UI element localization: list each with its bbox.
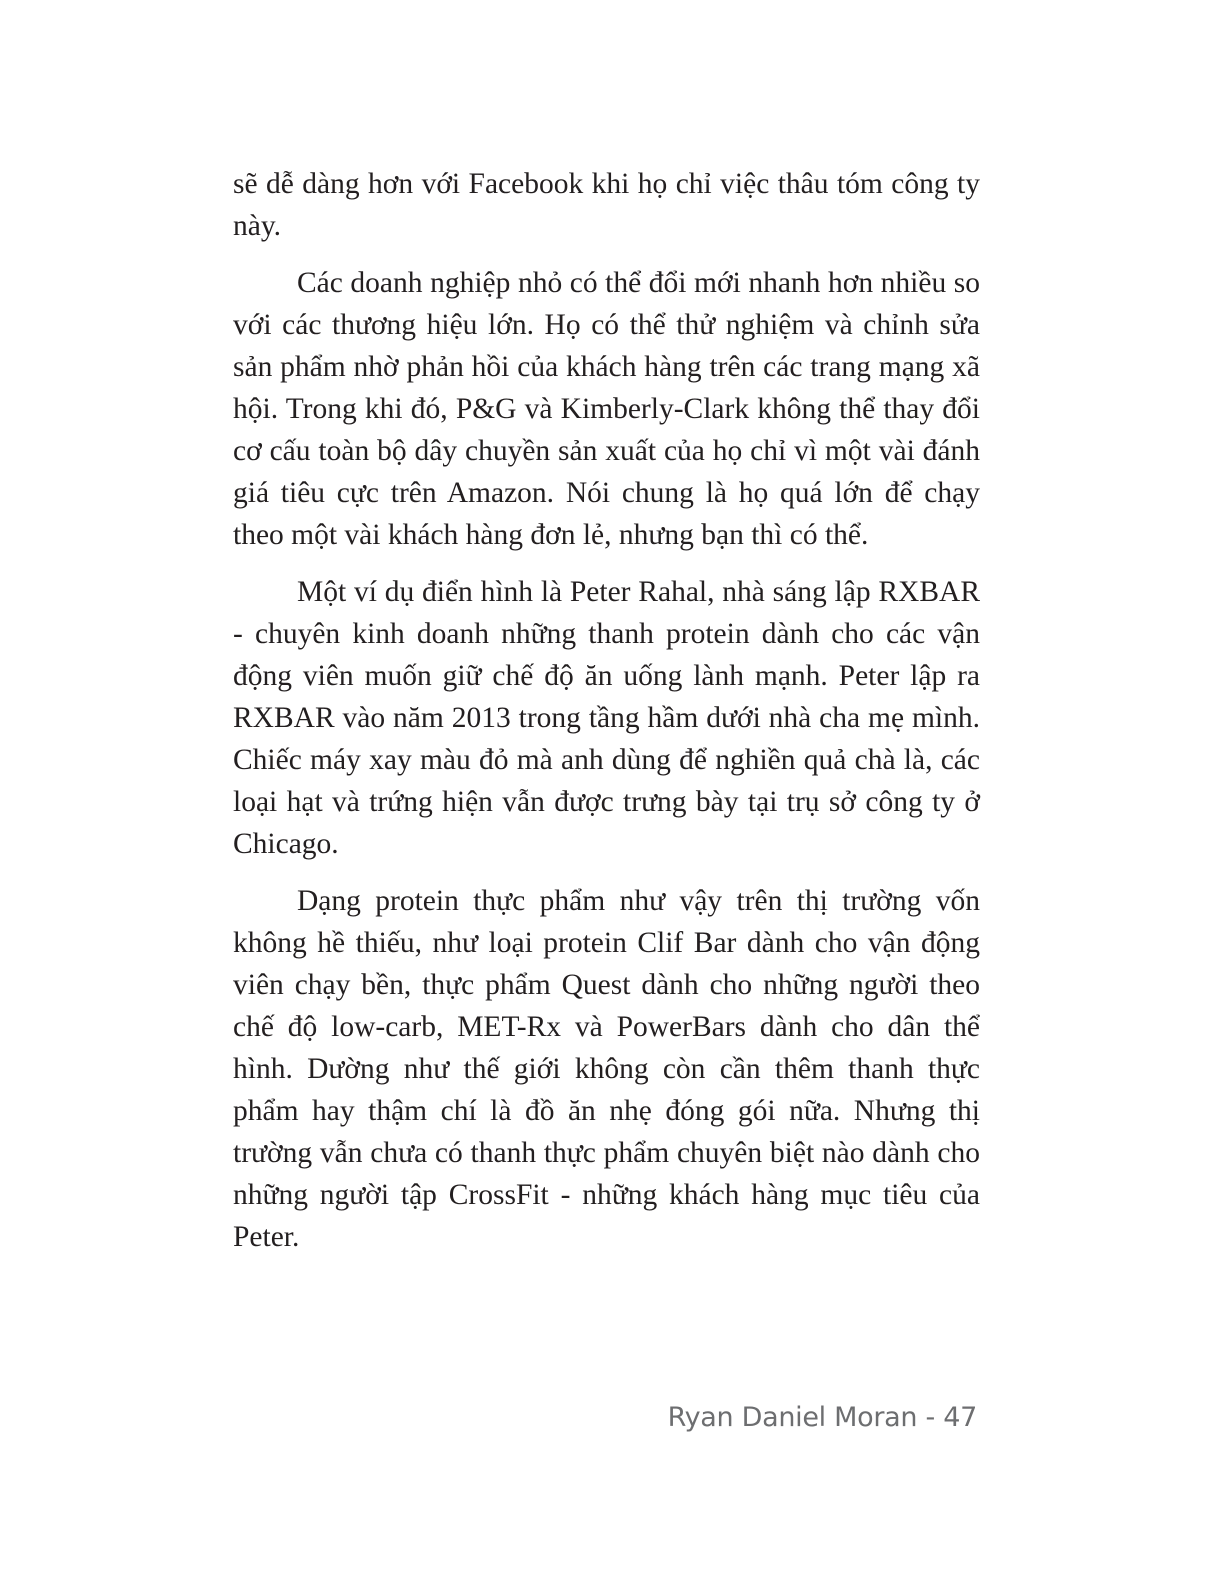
paragraph-2: Các doanh nghiệp nhỏ có thể đổi mới nhanh hơn nhiều so với các thương hiệu lớn. Họ có thể thử nghiệm và chỉnh sửa sản phẩm nhờ phản hồi của khách hàng trên các trang mạng xã hội. Trong khi đó, P&G và Kimberly-Clark không thể thay đổi cơ cấu toàn bộ dây chuyền sản xuất của họ chỉ vì một vài đánh giá tiêu cực trên Amazon. Nói chung là họ quá lớn để chạy theo một vài khách hàng đơn lẻ, nhưng bạn thì có thể. bbox=[233, 267, 980, 551]
paragraph-3: Một ví dụ điển hình là Peter Rahal, nhà sáng lập RXBAR - chuyên kinh doanh những thanh protein dành cho các vận động viên muốn giữ chế độ ăn uống lành mạnh. Peter lập ra RXBAR vào năm 2013 trong tầng hầm dưới nhà cha mẹ mình. Chiếc máy xay màu đỏ mà anh dùng để nghiền quả chà là, các loại hạt và trứng hiện vẫn được trưng bày tại trụ sở công ty ở Chicago. bbox=[233, 576, 980, 860]
paragraph-4: Dạng protein thực phẩm như vậy trên thị trường vốn không hề thiếu, như loại protein Clif Bar dành cho vận động viên chạy bền, thực phẩm Quest dành cho những người theo chế độ low-carb, MET-Rx và PowerBars dành cho dân thể hình. Dường như thế giới không còn cần thêm thanh thực phẩm hay thậm chí là đồ ăn nhẹ đóng gói nữa. Nhưng thị trường vẫn chưa có thanh thực phẩm chuyên biệt nào dành cho những người tập CrossFit - những khách hàng mục tiêu của Peter. bbox=[233, 885, 980, 1253]
running-footer bbox=[600, 1402, 977, 1433]
paragraph-1: sẽ dễ dàng hơn với Facebook khi họ chỉ việc thâu tóm công ty này. bbox=[233, 168, 980, 242]
footer-author-page: Ryan Daniel Moran - 47 bbox=[667, 1402, 977, 1433]
page-body bbox=[233, 163, 980, 1273]
